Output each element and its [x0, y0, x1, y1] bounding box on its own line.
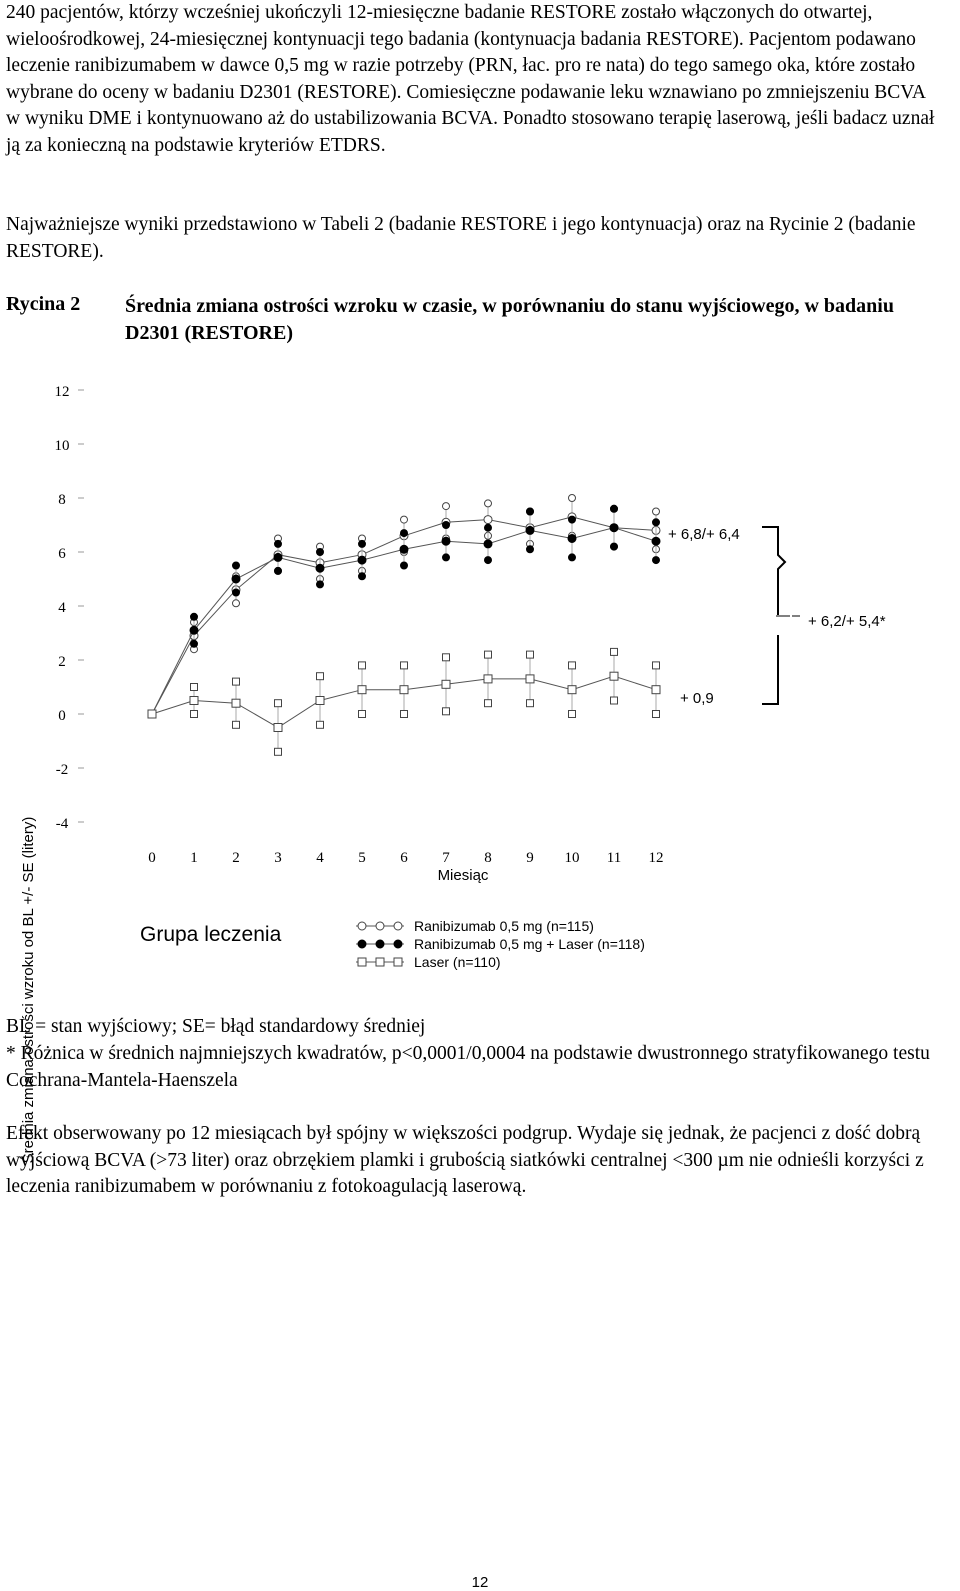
y-axis-label: Średnia zmiana ostrości wzroku od BL +/- SE (litery) — [20, 816, 37, 1164]
x-tick-label: 0 — [148, 850, 156, 866]
x-tick-label: 1 — [190, 850, 198, 866]
legend-item — [356, 954, 501, 970]
error-bar-end — [359, 573, 366, 580]
error-bar-end — [443, 503, 450, 510]
x-tick-label: 2 — [232, 850, 240, 866]
data-point — [232, 699, 240, 707]
error-bar-end — [317, 549, 324, 556]
error-bar-end — [233, 600, 240, 607]
error-bar-end — [275, 748, 282, 755]
chart-series-layer — [148, 495, 660, 756]
legend-item — [356, 936, 645, 952]
legend-marker — [394, 940, 402, 948]
error-bar-end — [527, 508, 534, 515]
error-bar-end — [653, 519, 660, 526]
error-bar-end — [611, 543, 618, 550]
error-bar-end — [191, 684, 198, 691]
subgroup-paragraph: Efekt obserwowany po 12 miesiącach był spójny w większości podgrup. Wydaje się jednak, że pacjenci z dość dobrą wyjściową BCVA (>73 liter) oraz obrzękiem plamki i grubością siatkówki centralnej <300 µm nie odnieśli korzyści z leczenia ranibizumabem w porównaniu z fotokoagulacją laserową. — [6, 1123, 924, 1197]
chart-axes — [55, 384, 664, 866]
x-tick-label: 10 — [564, 850, 580, 866]
figure-title: Średnia zmiana ostrości wzroku w czasie, w porównaniu do stanu wyjściowego, w badaniu D2301 (RESTORE) — [125, 295, 894, 344]
x-tick-label: 7 — [442, 850, 450, 866]
error-bar-end — [569, 662, 576, 669]
data-point — [652, 686, 660, 694]
error-bar-end — [653, 508, 660, 515]
legend-item — [356, 918, 594, 934]
error-bar-end — [401, 662, 408, 669]
legend-marker — [358, 958, 366, 966]
x-tick-label: 4 — [316, 850, 324, 866]
results-paragraph: Najważniejsze wyniki przedstawiono w Tabeli 2 (badanie RESTORE i jego kontynuacja) oraz na Rycinie 2 (badanie RESTORE). — [6, 214, 916, 262]
x-tick-label: 5 — [358, 850, 366, 866]
error-bar-end — [653, 662, 660, 669]
error-bar-end — [401, 516, 408, 523]
error-bar-end — [191, 613, 198, 620]
data-point — [190, 697, 198, 705]
bracket-laser — [762, 635, 778, 704]
error-bar-end — [485, 557, 492, 564]
data-point — [358, 686, 366, 694]
error-bar-end — [611, 697, 618, 704]
data-point — [568, 686, 576, 694]
data-point — [610, 524, 618, 532]
y-tick-label: 4 — [58, 600, 66, 616]
y-tick-label: 8 — [58, 492, 66, 508]
error-bar-end — [233, 589, 240, 596]
error-bar-end — [443, 554, 450, 561]
legend-marker — [376, 958, 384, 966]
error-bar-end — [233, 562, 240, 569]
page-number: 12 — [471, 1574, 489, 1591]
error-bar-end — [611, 505, 618, 512]
abbreviation-note: BL = stan wyjściowy; SE= błąd standardowy średniej — [6, 1016, 426, 1037]
figure-label: Rycina 2 — [6, 293, 81, 315]
error-bar-end — [569, 554, 576, 561]
data-point — [484, 516, 492, 524]
error-bar-end — [401, 562, 408, 569]
error-bar-end — [485, 500, 492, 507]
error-bar-end — [233, 721, 240, 728]
error-bar-end — [569, 711, 576, 718]
error-bar-end — [527, 700, 534, 707]
error-bar-end — [401, 711, 408, 718]
data-point — [274, 553, 282, 561]
y-tick-label: -4 — [55, 816, 69, 832]
legend-marker — [376, 922, 384, 930]
x-tick-label: 9 — [526, 850, 534, 866]
x-tick-label: 11 — [606, 850, 622, 866]
error-bar-end — [485, 524, 492, 531]
data-point — [190, 626, 198, 634]
error-bar-end — [191, 640, 198, 647]
error-bar-end — [233, 678, 240, 685]
data-point — [274, 724, 282, 732]
error-bar-end — [401, 530, 408, 537]
intro-paragraph: 240 pacjentów, którzy wcześniej ukończyli 12-miesięczne badanie RESTORE zostało włączonych do otwartej, wieloośrodkowej, 24-miesięcznej kontynuacji tego badania (kontynuacja badania RESTORE). Pacjentom podawano leczenie ranibizumabem w dawce 0,5 mg w razie potrzeby (PRN, łac. pro re nata) do tego samego oka, które zostało wybrane do oceny w badaniu D2301 (RESTORE). Comiesięczne podawanie leku wznawiano po zmniejszeniu BCVA w wyniku DME i kontynuowano aż do ustabilizowania BCVA. Ponadto stosowano terapię laserową, jeśli badacz uznał ją za konieczną na podstawie kryteriów ETDRS. — [6, 2, 935, 156]
y-tick-label: 2 — [58, 654, 66, 670]
data-point — [484, 540, 492, 548]
error-bar-end — [359, 662, 366, 669]
error-bar-end — [275, 540, 282, 547]
legend-title: Grupa leczenia — [140, 923, 282, 946]
y-tick-label: -2 — [55, 762, 69, 778]
data-point — [148, 710, 156, 718]
x-tick-label: 8 — [484, 850, 492, 866]
data-point — [316, 564, 324, 572]
annotation-ranibizumab: + 6,8/+ 6,4 — [668, 526, 740, 543]
data-point — [442, 680, 450, 688]
data-point — [316, 697, 324, 705]
data-point — [442, 537, 450, 545]
statistics-note: * Różnica w średnich najmniejszych kwadratów, p<0,0001/0,0004 na podstawie dwustronnego stratyfikowanego testu Cochrana-Mantela-Haenszela — [6, 1043, 930, 1091]
error-bar-end — [527, 651, 534, 658]
data-point — [610, 672, 618, 680]
data-point — [232, 575, 240, 583]
error-bar-end — [317, 721, 324, 728]
x-tick-label: 3 — [274, 850, 282, 866]
data-point — [526, 675, 534, 683]
legend-marker — [394, 922, 402, 930]
error-bar-end — [653, 711, 660, 718]
legend-label: Ranibizumab 0,5 mg + Laser (n=118) — [414, 936, 645, 952]
data-point — [400, 545, 408, 553]
series-square-open — [148, 648, 660, 755]
bracket-ranibizumab — [762, 527, 785, 615]
legend-marker — [394, 958, 402, 966]
y-tick-label: 0 — [58, 708, 66, 724]
y-tick-label: 12 — [54, 384, 70, 400]
error-bar-end — [443, 708, 450, 715]
annotation-difference: + 6,2/+ 5,4* — [808, 613, 886, 630]
error-bar-end — [611, 648, 618, 655]
x-axis-label: Miesiąc — [437, 867, 489, 884]
error-bar-end — [485, 651, 492, 658]
x-tick-label: 12 — [648, 850, 664, 866]
error-bar-end — [359, 540, 366, 547]
error-bar-end — [359, 711, 366, 718]
y-tick-label: 10 — [54, 438, 70, 454]
error-bar-end — [317, 673, 324, 680]
error-bar-end — [527, 546, 534, 553]
y-tick-label: 6 — [58, 546, 66, 562]
x-tick-label: 6 — [400, 850, 408, 866]
error-bar-end — [443, 654, 450, 661]
error-bar-end — [653, 557, 660, 564]
legend-label: Laser (n=110) — [414, 954, 501, 970]
error-bar-end — [569, 516, 576, 523]
data-point — [526, 526, 534, 534]
legend-marker — [358, 940, 366, 948]
chart-legend — [140, 918, 645, 970]
legend-marker — [376, 940, 384, 948]
error-bar-end — [275, 567, 282, 574]
data-point — [484, 675, 492, 683]
legend-label: Ranibizumab 0,5 mg (n=115) — [414, 918, 594, 934]
data-point — [358, 556, 366, 564]
error-bar-end — [191, 711, 198, 718]
error-bar-end — [275, 700, 282, 707]
data-point — [400, 686, 408, 694]
data-point — [652, 537, 660, 545]
annotation-laser: + 0,9 — [680, 690, 714, 707]
data-point — [568, 535, 576, 543]
legend-marker — [358, 922, 366, 930]
error-bar-end — [569, 495, 576, 502]
error-bar-end — [317, 581, 324, 588]
error-bar-end — [485, 700, 492, 707]
error-bar-end — [443, 522, 450, 529]
